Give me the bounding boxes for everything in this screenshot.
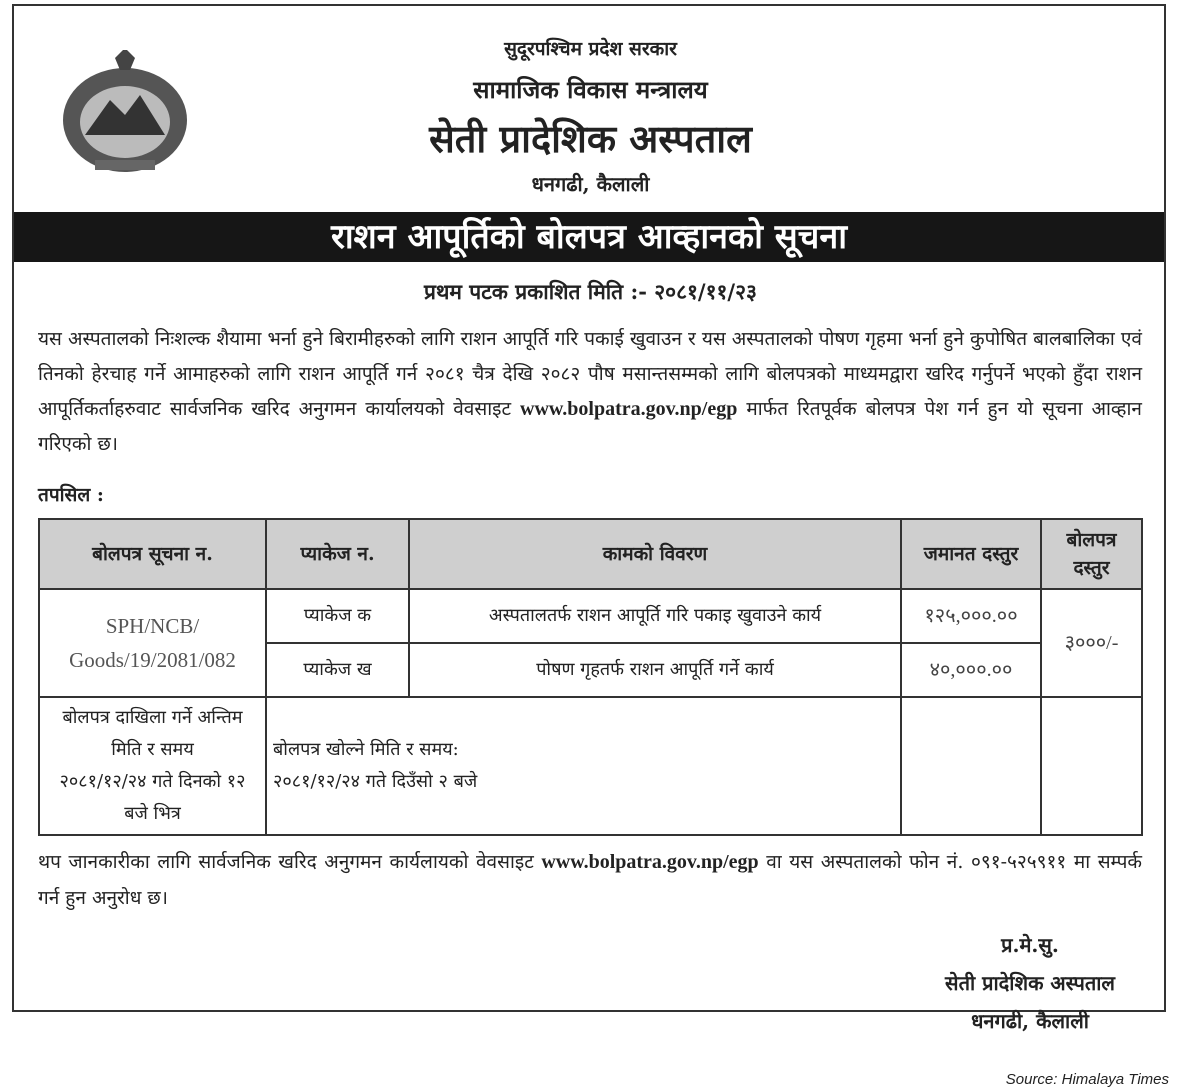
package: प्याकेज क [266, 589, 409, 643]
notice-title: राशन आपूर्तिको बोलपत्र आव्हानको सूचना [14, 212, 1164, 262]
opening-label: बोलपत्र खोल्ने मिति र समय: [273, 739, 459, 760]
opening-value: २०८१/१२/२४ गते दिउँसो २ बजे [273, 771, 478, 792]
deadline-label: बोलपत्र दाखिला गर्ने अन्तिम मिति र समय [62, 707, 243, 760]
table-header-row [39, 519, 1142, 589]
signature-block [900, 926, 1160, 1040]
bid-fee: ३०००/- [1041, 589, 1142, 697]
col-package: प्याकेज न. [266, 519, 409, 589]
signature-org: सेती प्रादेशिक अस्पताल [945, 971, 1115, 995]
deadline-value: २०८१/१२/२४ गते दिनको १२ बजे भित्र [59, 771, 246, 824]
col-deposit: जमानत दस्तुर [901, 519, 1041, 589]
footer-text-start: थप जानकारीका लागि सार्वजनिक खरिद अनुगमन कार्यलायको वेवसाइट [38, 851, 534, 873]
footer-text-end: वा यस अस्पतालको फोन नं. ०९१-५२५९११ मा सम्पर्क गर्न हुन अनुरोध छ। [38, 851, 1142, 909]
notice-body [38, 322, 1142, 462]
col-notice-no: बोलपत्र सूचना न. [39, 519, 266, 589]
tender-table [38, 518, 1143, 836]
government-name: सुदूरपश्चिम प्रदेश सरकार [504, 38, 677, 60]
empty-cell [1041, 697, 1142, 835]
description: पोषण गृहतर्फ राशन आपूर्ति गर्ने कार्य [409, 643, 901, 697]
body-text: यस अस्पतालको निःशल्क शैयामा भर्ना हुने बिरामीहरुको लागि राशन आपूर्ति गरि पकाई खुवाउन र यस अस्पतालको पोषण गृहमा भर्ना हुने कुपोषित बालबालिका एवं तिनको हेरचाह गर्ने आमाहरुको लागि राशन आपूर्ति गर्न २०८१ चैत्र देखि २०८२ पौष मसान्तसम्मको लागि बोलपत्रको माध्यमद्वारा खरिद गर्नुपर्ने भएको हुँदा राशन आपूर्तिकर्ताहरुवाट सार्वजनिक खरिद अनुगमन कार्यालयको वेवसाइट [38, 328, 1143, 420]
hospital-name: सेती प्रादेशिक अस्पताल [429, 116, 752, 161]
deposit: १२५,०००.०० [901, 589, 1041, 643]
empty-cell [901, 697, 1041, 835]
body-text-end: मार्फत रितपूर्वक बोलपत्र पेश गर्न हुन यो सूचना आव्हान गरिएको छ। [38, 398, 1142, 455]
table-row [39, 589, 1142, 643]
hospital-location: धनगढी, कैलाली [531, 172, 650, 196]
col-bid-fee: बोलपत्र दस्तुर [1041, 519, 1142, 589]
col-description: कामको विवरण [409, 519, 901, 589]
package: प्याकेज ख [266, 643, 409, 697]
ministry-name: सामाजिक विकास मन्त्रालय [473, 75, 708, 104]
footer-bolpatra-link[interactable]: www.bolpatra.gov.np/egp [541, 851, 759, 873]
signature-location: धनगढी, कैलाली [971, 1009, 1089, 1033]
table-row-dates [39, 697, 1142, 835]
description: अस्पतालतर्फ राशन आपूर्ति गरि पकाइ खुवाउने कार्य [409, 589, 901, 643]
notice-number: SPH/NCB/ Goods/19/2081/082 [39, 589, 266, 697]
submission-deadline [39, 697, 266, 835]
signature-title: प्र.मे.सु. [1001, 933, 1059, 957]
bolpatra-link[interactable]: www.bolpatra.gov.np/egp [520, 398, 738, 420]
source-credit: Source: Himalaya Times [1005, 1071, 1169, 1088]
deposit: ४०,०००.०० [901, 643, 1041, 697]
footer-text [38, 844, 1142, 916]
opening-date [266, 697, 901, 835]
details-label: तपसिल : [38, 484, 104, 506]
published-date: प्रथम पटक प्रकाशित मिति :- २०८१/११/२३ [424, 279, 757, 304]
